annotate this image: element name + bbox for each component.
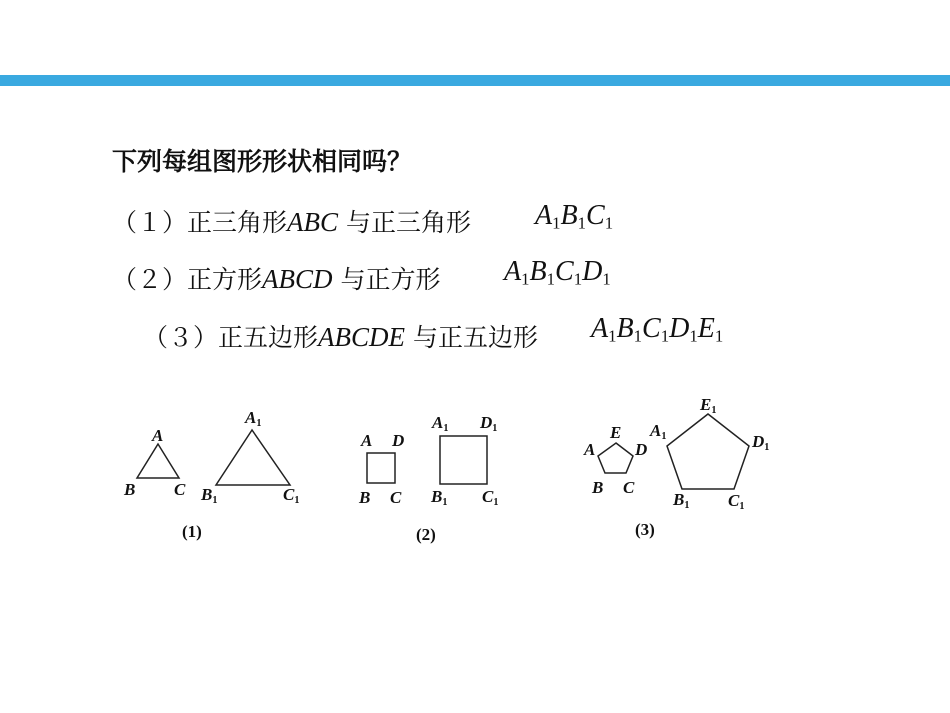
fig3-label-e: E <box>610 423 622 442</box>
fig2-label-d1: $D_1$ <box>480 413 498 434</box>
large-pentagon <box>667 414 749 489</box>
fig3-label-a: A <box>584 440 596 459</box>
fig3-label-c1: $C_1$ <box>728 491 745 512</box>
item-3-math: $A_1B_1C_1D_1E_1$ <box>591 313 724 346</box>
item-1-prefix: （１）正三角形 <box>112 208 288 237</box>
small-triangle <box>137 444 179 478</box>
item-1-name: ABC <box>287 207 339 237</box>
fig3-label-d1: $D_1$ <box>752 432 770 453</box>
fig1-label-a: A <box>152 426 164 445</box>
fig1-label-c: C <box>174 480 186 499</box>
fig1-caption: (1) <box>182 522 202 541</box>
fig2-label-b1: $B_1$ <box>431 487 448 508</box>
fig2-label-a1: $A_1$ <box>432 413 449 434</box>
item-3-connector: 与正五边形 <box>412 323 538 352</box>
fig3-label-d: D <box>635 440 648 459</box>
fig1-label-b1: $B_1$ <box>201 485 218 506</box>
item-1-math: $A_1B_1C_1$ <box>535 200 614 233</box>
fig3-label-e1: $E_1$ <box>700 395 717 416</box>
item-2-prefix: （２）正方形 <box>112 265 263 294</box>
fig2-caption: (2) <box>416 525 436 544</box>
item-1-connector: 与正三角形 <box>345 208 471 237</box>
large-triangle <box>216 430 290 485</box>
fig3-caption: (3) <box>635 520 655 539</box>
fig3-label-b: B <box>592 478 604 497</box>
fig2-label-a: A <box>361 431 373 450</box>
fig1-label-a1: $A_1$ <box>245 408 262 429</box>
fig2-label-d: D <box>392 431 405 450</box>
fig1-label-c1: $C_1$ <box>283 485 300 506</box>
item-3-name: ABCDE <box>318 322 406 352</box>
fig3-label-a1: $A_1$ <box>650 421 667 442</box>
fig2-label-b: B <box>359 488 371 507</box>
small-pentagon <box>598 443 633 473</box>
fig3-label-b1: $B_1$ <box>673 490 690 511</box>
question-heading: 下列每组图形形状相同吗？ <box>112 147 413 176</box>
large-square <box>440 436 487 484</box>
item-2-math: $A_1B_1C_1D_1$ <box>504 256 611 289</box>
item-2-connector: 与正方形 <box>340 265 441 294</box>
fig2-label-c: C <box>390 488 402 507</box>
fig1-label-b: B <box>124 480 136 499</box>
fig2-label-c1: $C_1$ <box>482 487 499 508</box>
fig3-label-c: C <box>623 478 635 497</box>
item-2-name: ABCD <box>262 264 333 294</box>
small-square <box>367 453 395 483</box>
item-3-prefix: （３）正五边形 <box>143 323 319 352</box>
